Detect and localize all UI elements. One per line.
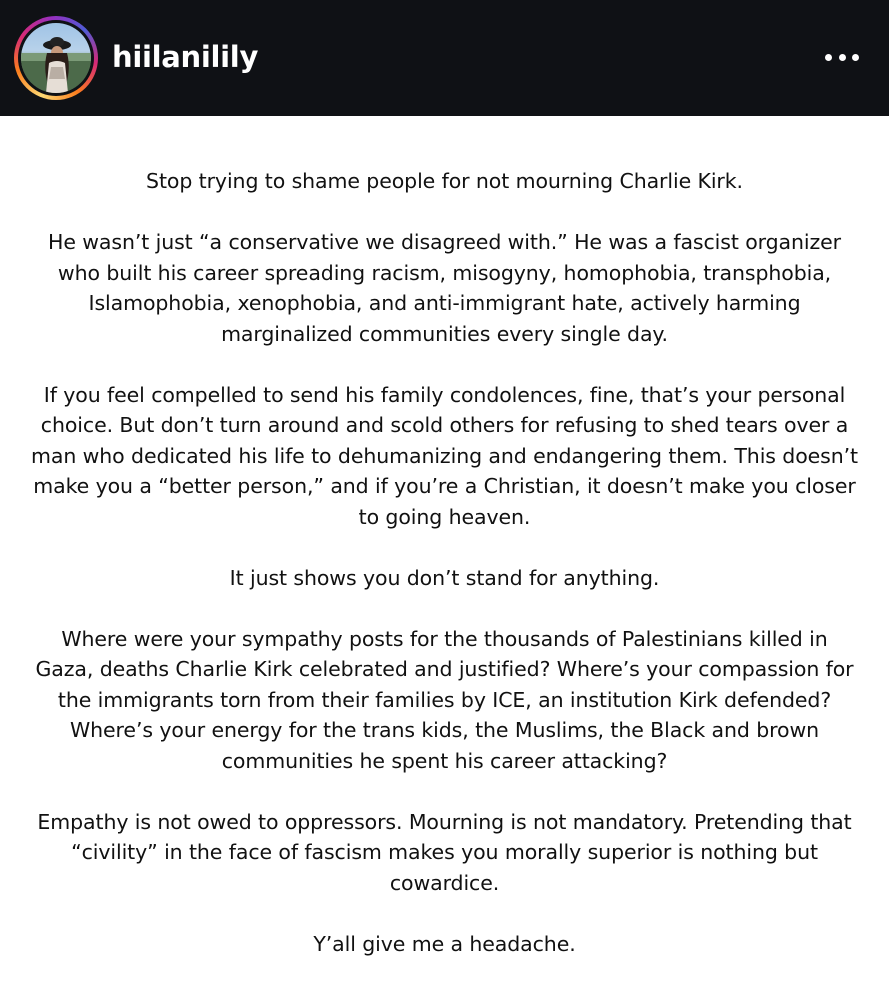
post-header (0, 0, 889, 116)
post-paragraph: Where were your sympathy posts for the thousands of Palestinians killed in Gaza, deaths Charlie Kirk celebrated and justified? Where’s your compassion for the immigrants torn from their families by ICE, an institution Kirk defended? Where’s your energy for the trans kids, the Muslims, the Black and brown communities he spent his career attacking? (35, 626, 854, 773)
avatar[interactable] (21, 23, 91, 93)
more-options-icon[interactable] (825, 52, 859, 62)
username[interactable]: hiilanilily (112, 40, 259, 74)
post-text (30, 166, 859, 959)
post-paragraph: If you feel compelled to send his family condolences, fine, that’s your personal choice. But don’t turn around and scold others for refusing to shed tears over a man who dedicated his life to dehumanizing and endangering them. This doesn’t make you a “better person,” and if you’re a Christian, it doesn’t make you closer to going heaven. (30, 382, 858, 529)
post-paragraph: Stop trying to shame people for not mourning Charlie Kirk. (146, 169, 743, 193)
more-dot (839, 54, 846, 61)
post-paragraph: It just shows you don’t stand for anything. (229, 565, 660, 590)
post-paragraph: Empathy is not owed to oppressors. Mourning is not mandatory. Pretending that “civility” in the face of fascism makes you morally superior is nothing but cowardice. (37, 809, 852, 895)
post-paragraph: He wasn’t just “a conservative we disagreed with.” He was a fascist organizer who built his career spreading racism, misogyny, homophobia, transphobia, Islamophobia, xenophobia, and anti-immigrant hate, actively harming marginalized communities every single day. (48, 230, 841, 346)
story-ring[interactable] (14, 16, 98, 100)
more-dot (852, 54, 859, 61)
avatar-frame (18, 20, 94, 96)
avatar-photo-icon (21, 23, 91, 93)
more-dot (825, 54, 832, 61)
post-paragraph: Y’all give me a headache. (313, 931, 576, 956)
